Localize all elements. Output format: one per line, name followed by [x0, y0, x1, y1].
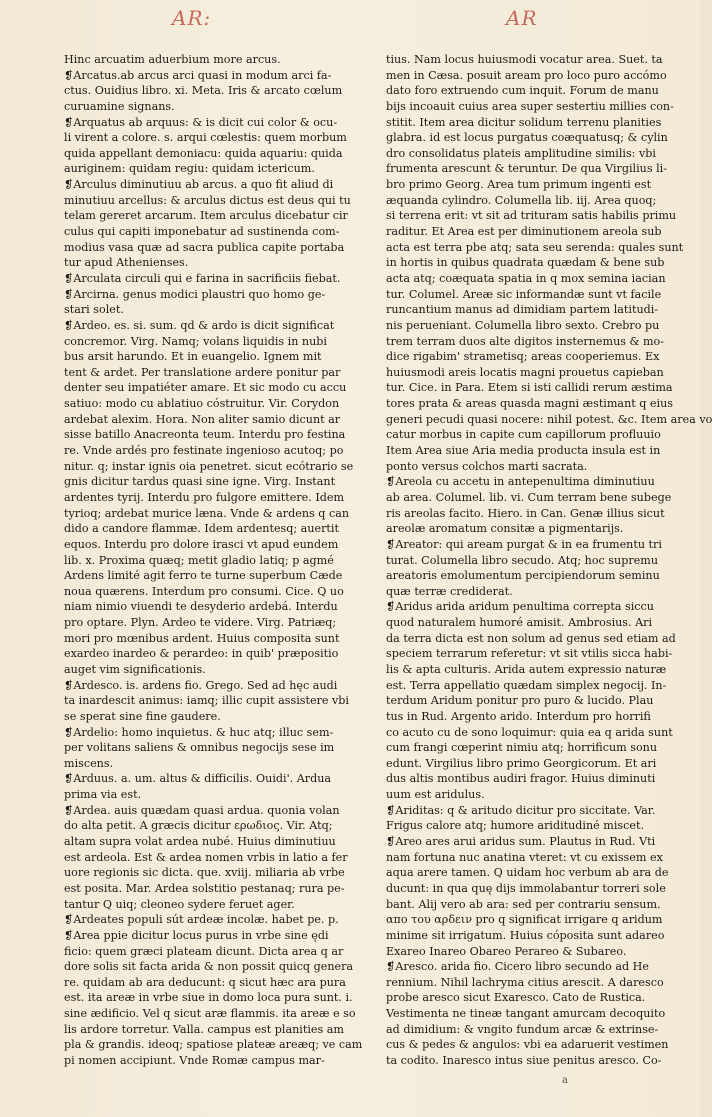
text-line: quod naturalem humoré amisit. Ambrosius. Ari [386, 616, 653, 630]
text-line: ris areolas facito. Hiero. in Can. Genæ illius sicut [386, 506, 665, 520]
text-line: auget vim significationis. [64, 662, 206, 676]
text-line: equos. Interdu pro dolore irasci vt apud eundem [64, 537, 339, 551]
text-line: dato foro extruendo cum inquit. Forum de manu [386, 84, 659, 98]
text-line: da terra dicta est non solum ad genus sed etiam ad [386, 631, 676, 645]
text-line: dus altis montibus audiri fragor. Huius diminuti [386, 772, 656, 786]
text-line: minutiuu arcellus: & arculus dictus est deus qui tu [64, 193, 351, 207]
text-line: speciem terrarum referetur: vt sit vtilis sicca habi- [386, 647, 673, 661]
text-line: est ardeola. Est & ardea nomen vrbis in latio a fer [64, 850, 348, 864]
text-line: ❡Arculus diminutiuu ab arcus. a quo fit aliud di [64, 178, 334, 192]
text-line: tius. Nam locus huiusmodi vocatur area. Suet. ta [386, 53, 663, 66]
text-line: denter seu impatiéter amare. Et sic modo cu accu [64, 381, 347, 395]
text-line: dore solis sit facta arida & non possit quicq genera [64, 960, 354, 974]
right-text-column [386, 52, 712, 1069]
text-line: ❡Areo ares arui aridus sum. Plautus in Rud. Vti [386, 835, 656, 849]
text-line: est. ita areæ in vrbe siue in domo loca pura sunt. i. [64, 991, 353, 1005]
text-line: est posita. Mar. Ardea solstitio pestanaq; rura pe- [64, 881, 345, 895]
text-line: sisse batillo Anacreonta teum. Interdu pro festina [64, 428, 346, 442]
text-line: auriginem: quidam regiu: quidam ictericum. [64, 162, 315, 176]
text-line: Hinc arcuatim aduerbium more arcus. [64, 53, 281, 66]
text-line: men in Cæsa. posuit aream pro loco puro accómo [386, 68, 667, 82]
text-line: bro primo Georg. Area tum primum ingenti est [386, 178, 652, 192]
text-line: curuamine signans. [64, 99, 175, 113]
text-line: acta est terra pbe atq; sata seu serenda: quales sunt [386, 240, 684, 254]
text-line: sine ædificio. Vel q sicut aræ flammis. ita areæ e so [64, 1007, 356, 1021]
text-line: ❡Arduus. a. um. altus & difficilis. Ouidi'. Ardua [64, 772, 332, 786]
text-line: ❡Ardea. auis quædam quasi ardua. quonia volan [64, 803, 340, 817]
text-line: glabra. id est locus purgatus coæquatusq; & cylin [386, 131, 668, 145]
text-line: se sperat sine fine gaudere. [64, 709, 221, 723]
text-line: in hortis in quibus quadrata quædam & bene sub [386, 256, 665, 270]
text-line: tores prata & areas quasda magni æstimant q eius [386, 397, 673, 411]
text-line: lib. x. Proxima quæq; metit gladio latiq; p agmé [64, 553, 334, 567]
text-line: bus arsit harundo. Et in euangelio. Ignem mit [64, 350, 322, 364]
text-line: bijs incoauit cuius area super sestertiu millies con- [386, 99, 674, 113]
text-line: tur. Columel. Areæ sic informandæ sunt vt facile [386, 287, 662, 301]
text-line: do alta petit. A græcis dicitur ερωδιος. Vir. Atq; [64, 819, 333, 833]
text-line: raditur. Et Area est per diminutionem areola sub [386, 225, 662, 239]
text-line: gnis dicitur tardus quasi sine igne. Virg. Instant [64, 475, 336, 489]
text-line: si terrena erit: vt sit ad trituram satis habilis primu [386, 209, 677, 223]
text-line: ❡Areator: qui aream purgat & in ea frumentu tri [386, 537, 662, 551]
text-line: tantur Q uiq; cleoneo sydere feruet ager. [64, 897, 295, 911]
text-line: modius vasa quæ ad sacra publica capite portaba [64, 240, 345, 254]
text-line: cum frangi cœperint nimiu atq; horrificum sonu [386, 741, 658, 755]
text-line: tent & ardet. Per translatione ardere ponitur par [64, 365, 341, 379]
right-header-mark: AR [506, 6, 538, 30]
text-line: acta atq; coæquata spatia in q mox semina iacian [386, 271, 666, 285]
text-line: ❡Aridus arida aridum penultima correpta siccu [386, 600, 654, 614]
text-line: culus qui capiti imponebatur ad sustinenda com- [64, 225, 340, 239]
text-line: ❡Ardelio: homo inquietus. & huc atq; illuc sem- [64, 725, 334, 739]
text-line: ❡Arcatus.ab arcus arci quasi in modum arci fa- [64, 68, 332, 82]
text-line: ❡Ariditas: q & aritudo dicitur pro siccitate. Var. [386, 803, 656, 817]
text-line: cus & pedes & angulos: vbi ea adaruerit vestimen [386, 1038, 669, 1052]
text-line: ❡Areola cu accetu in antepenultima diminutiuu [386, 475, 655, 489]
text-line: pla & grandis. ideoq; spatiose plateæ areæq; ve cam [64, 1038, 363, 1052]
text-line: probe aresco sicut Exaresco. Cato de Rustica. [386, 991, 646, 1005]
text-line: nitur. q; instar ignis oia penetret. sicut ecótrario se [64, 459, 354, 473]
text-line: ta inardescit animus: iamq; illic cupit assistere vbi [64, 694, 349, 708]
text-line: lis ardore torretur. Valla. campus est planities am [64, 1022, 344, 1036]
text-line: minime sit irrigatum. Huius cóposita sunt adareo [386, 928, 665, 942]
text-line: prima via est. [64, 788, 142, 802]
text-line: ❡Aresco. arida fio. Cicero libro secundo ad He [386, 960, 649, 974]
text-line: dice rigabim' strametisq; areas cooperiemus. Ex [386, 350, 660, 364]
text-line: runcantium manus ad dimidiam partem latitudi- [386, 303, 659, 317]
text-line: telam gereret arcarum. Item arculus dicebatur cir [64, 209, 348, 223]
text-line: huiusmodi areis locatis magni prouetus capieban [386, 365, 664, 379]
text-line: pi nomen accipiunt. Vnde Romæ campus mar- [64, 1054, 325, 1067]
text-line: stari solet. [64, 303, 124, 317]
text-line: mori pro mœnibus ardent. Huius composita sunt [64, 631, 340, 645]
text-line: Ardens limité agit ferro te turne superbum Cæde [64, 569, 343, 583]
text-line: li virent a colore. s. arqui cœlestis: quem morbum [64, 131, 347, 145]
text-line: ❡Ardeates populi sút ardeæ incolæ. habet pe. p. [64, 913, 339, 927]
text-line: Exareo Inareo Obareo Perareo & Subareo. [386, 944, 627, 958]
text-line: turat. Columella libro secudo. Atq; hoc supremu [386, 553, 658, 567]
text-line: per volitans saliens & omnibus negocijs sese im [64, 741, 335, 755]
text-line: ficio: quem græci plateam dicunt. Dicta area q ar [64, 944, 344, 958]
text-line: ponto versus colchos marti sacrata. [386, 459, 588, 473]
text-line: ctus. Ouidius libro. xi. Meta. Iris & arcato cœlum [64, 84, 343, 98]
text-line: altam supra volat ardea nubé. Huius diminutiuu [64, 835, 336, 849]
text-line: ❡Ardesco. is. ardens fio. Grego. Sed ad hęc audi [64, 678, 338, 692]
text-line: ❡Area ppie dicitur locus purus in vrbe sine ędi [64, 928, 329, 942]
text-line: dro consolidatus plateis amplitudine similis: vbi [386, 146, 656, 160]
text-line: concremor. Virg. Namq; volans liquidis in nubi [64, 334, 327, 348]
text-line: catur morbus in capite cum capillorum profluuio [386, 428, 661, 442]
text-line: Item Area siue Aria media producta insula est in [386, 444, 661, 458]
text-line: pro optare. Plyn. Ardeo te videre. Virg. Patriæq; [64, 616, 337, 630]
text-line: exardeo inardeo & perardeo: in quib' præpositio [64, 647, 339, 661]
text-line: uum est aridulus. [386, 788, 485, 802]
text-line: trem terram duos alte digitos insternemus & mo- [386, 334, 664, 348]
text-line: απο του αρδειν pro q significat irrigare q aridum [386, 913, 663, 927]
text-line: co acuto cu de sono loquimur: quia ea q arida sunt [386, 725, 673, 739]
text-line: rennium. Nihil lachryma citius arescit. A daresco [386, 975, 664, 989]
text-line: ❡Ardeo. es. si. sum. qd & ardo is dicit significat [64, 318, 335, 332]
text-line: re. Vnde ardés pro festinate ingenioso acutoq; po [64, 444, 344, 458]
text-line: Vestimenta ne tineæ tangant amurcam decoquito [386, 1007, 666, 1021]
text-line: stitit. Item area dicitur solidum terrenu planities [386, 115, 662, 129]
text-line: ta codito. Inaresco intus siue penitus aresco. Co- [386, 1054, 662, 1067]
text-line: ad dimidium: & vngito fundum arcæ & extrinse- [386, 1022, 659, 1036]
text-line: ❡Arculata circuli qui e farina in sacrificiis fiebat. [64, 271, 341, 285]
text-line: generi pecudi quasi nocere: nihil potest. &c. Item area vo [386, 412, 712, 426]
text-line: frumenta arescunt & teruntur. De qua Virgilius li- [386, 162, 667, 176]
text-line: noua quærens. Interdum pro consumi. Cice. Q uo [64, 584, 344, 598]
text-line: est. Terra appellatio quædam simplex negocij. In- [386, 678, 667, 692]
text-line: edunt. Virgilius libro primo Georgicorum. Et ari [386, 756, 657, 770]
text-line: uore regionis sic dicta. que. xviij. miliaria ab vrbe [64, 866, 345, 880]
left-header-mark: AR: [172, 6, 212, 30]
text-line: tyrioq; ardebat murice læna. Vnde & ardens q can [64, 506, 350, 520]
text-line: nam fortuna nuc anatina vteret: vt cu exissem ex [386, 850, 663, 864]
text-line: Frigus calore atq; humore ariditudiné miscet. [386, 819, 644, 833]
text-line: areatoris emolumentum percipiendorum seminu [386, 569, 660, 583]
text-line: ardebat alexim. Hora. Non aliter samio dicunt ar [64, 412, 341, 426]
text-line: satiuo: modo cu ablatiuo cóstruitur. Vir. Corydon [64, 397, 340, 411]
text-line: aqua arere tamen. Q uidam hoc verbum ab ara de [386, 866, 669, 880]
text-line: tus in Rud. Argento arido. Interdum pro horrifi [386, 709, 651, 723]
text-line: tur. Cice. in Para. Etem si isti callidi rerum æstima [386, 381, 673, 395]
text-line: ❡Arcirna. genus modici plaustri quo homo ge- [64, 287, 326, 301]
text-line: tur apud Athenienses. [64, 256, 189, 270]
folio-mark: a [562, 1075, 568, 1086]
text-line: quida appellant demoniacu: quida aquariu: quida [64, 146, 343, 160]
left-text-column [64, 52, 363, 1069]
text-line: ardentes tyrij. Interdu pro fulgore emittere. Idem [64, 490, 345, 504]
text-line: lis & apta culturis. Arida autem expressio naturæ [386, 662, 667, 676]
text-line: niam nimio viuendi te desyderio ardebá. Interdu [64, 600, 338, 614]
text-line: ab area. Columel. lib. vi. Cum terram bene subege [386, 490, 672, 504]
text-line: æquanda cylindro. Columella lib. iij. Area quoq; [386, 193, 657, 207]
text-line: miscens. [64, 756, 114, 770]
text-line: ❡Arquatus ab arquus: & is dicit cui color & ocu- [64, 115, 338, 129]
text-line: dido a candore flammæ. Idem ardentesq; auertit [64, 522, 339, 536]
text-line: re. quidam ab ara deducunt: q sicut hæc ara pura [64, 975, 346, 989]
text-line: bant. Alij vero ab ara: sed per contrariu sensum. [386, 897, 661, 911]
text-line: areolæ aromatum consitæ a pigmentarijs. [386, 522, 624, 536]
text-line: nis perueniant. Columella libro sexto. Crebro pu [386, 318, 660, 332]
text-line: quæ terræ crediderat. [386, 584, 513, 598]
text-line: terdum Aridum ponitur pro puro & lucido. Plau [386, 694, 654, 708]
text-line: ducunt: in qua quę dijs immolabantur torreri sole [386, 881, 666, 895]
